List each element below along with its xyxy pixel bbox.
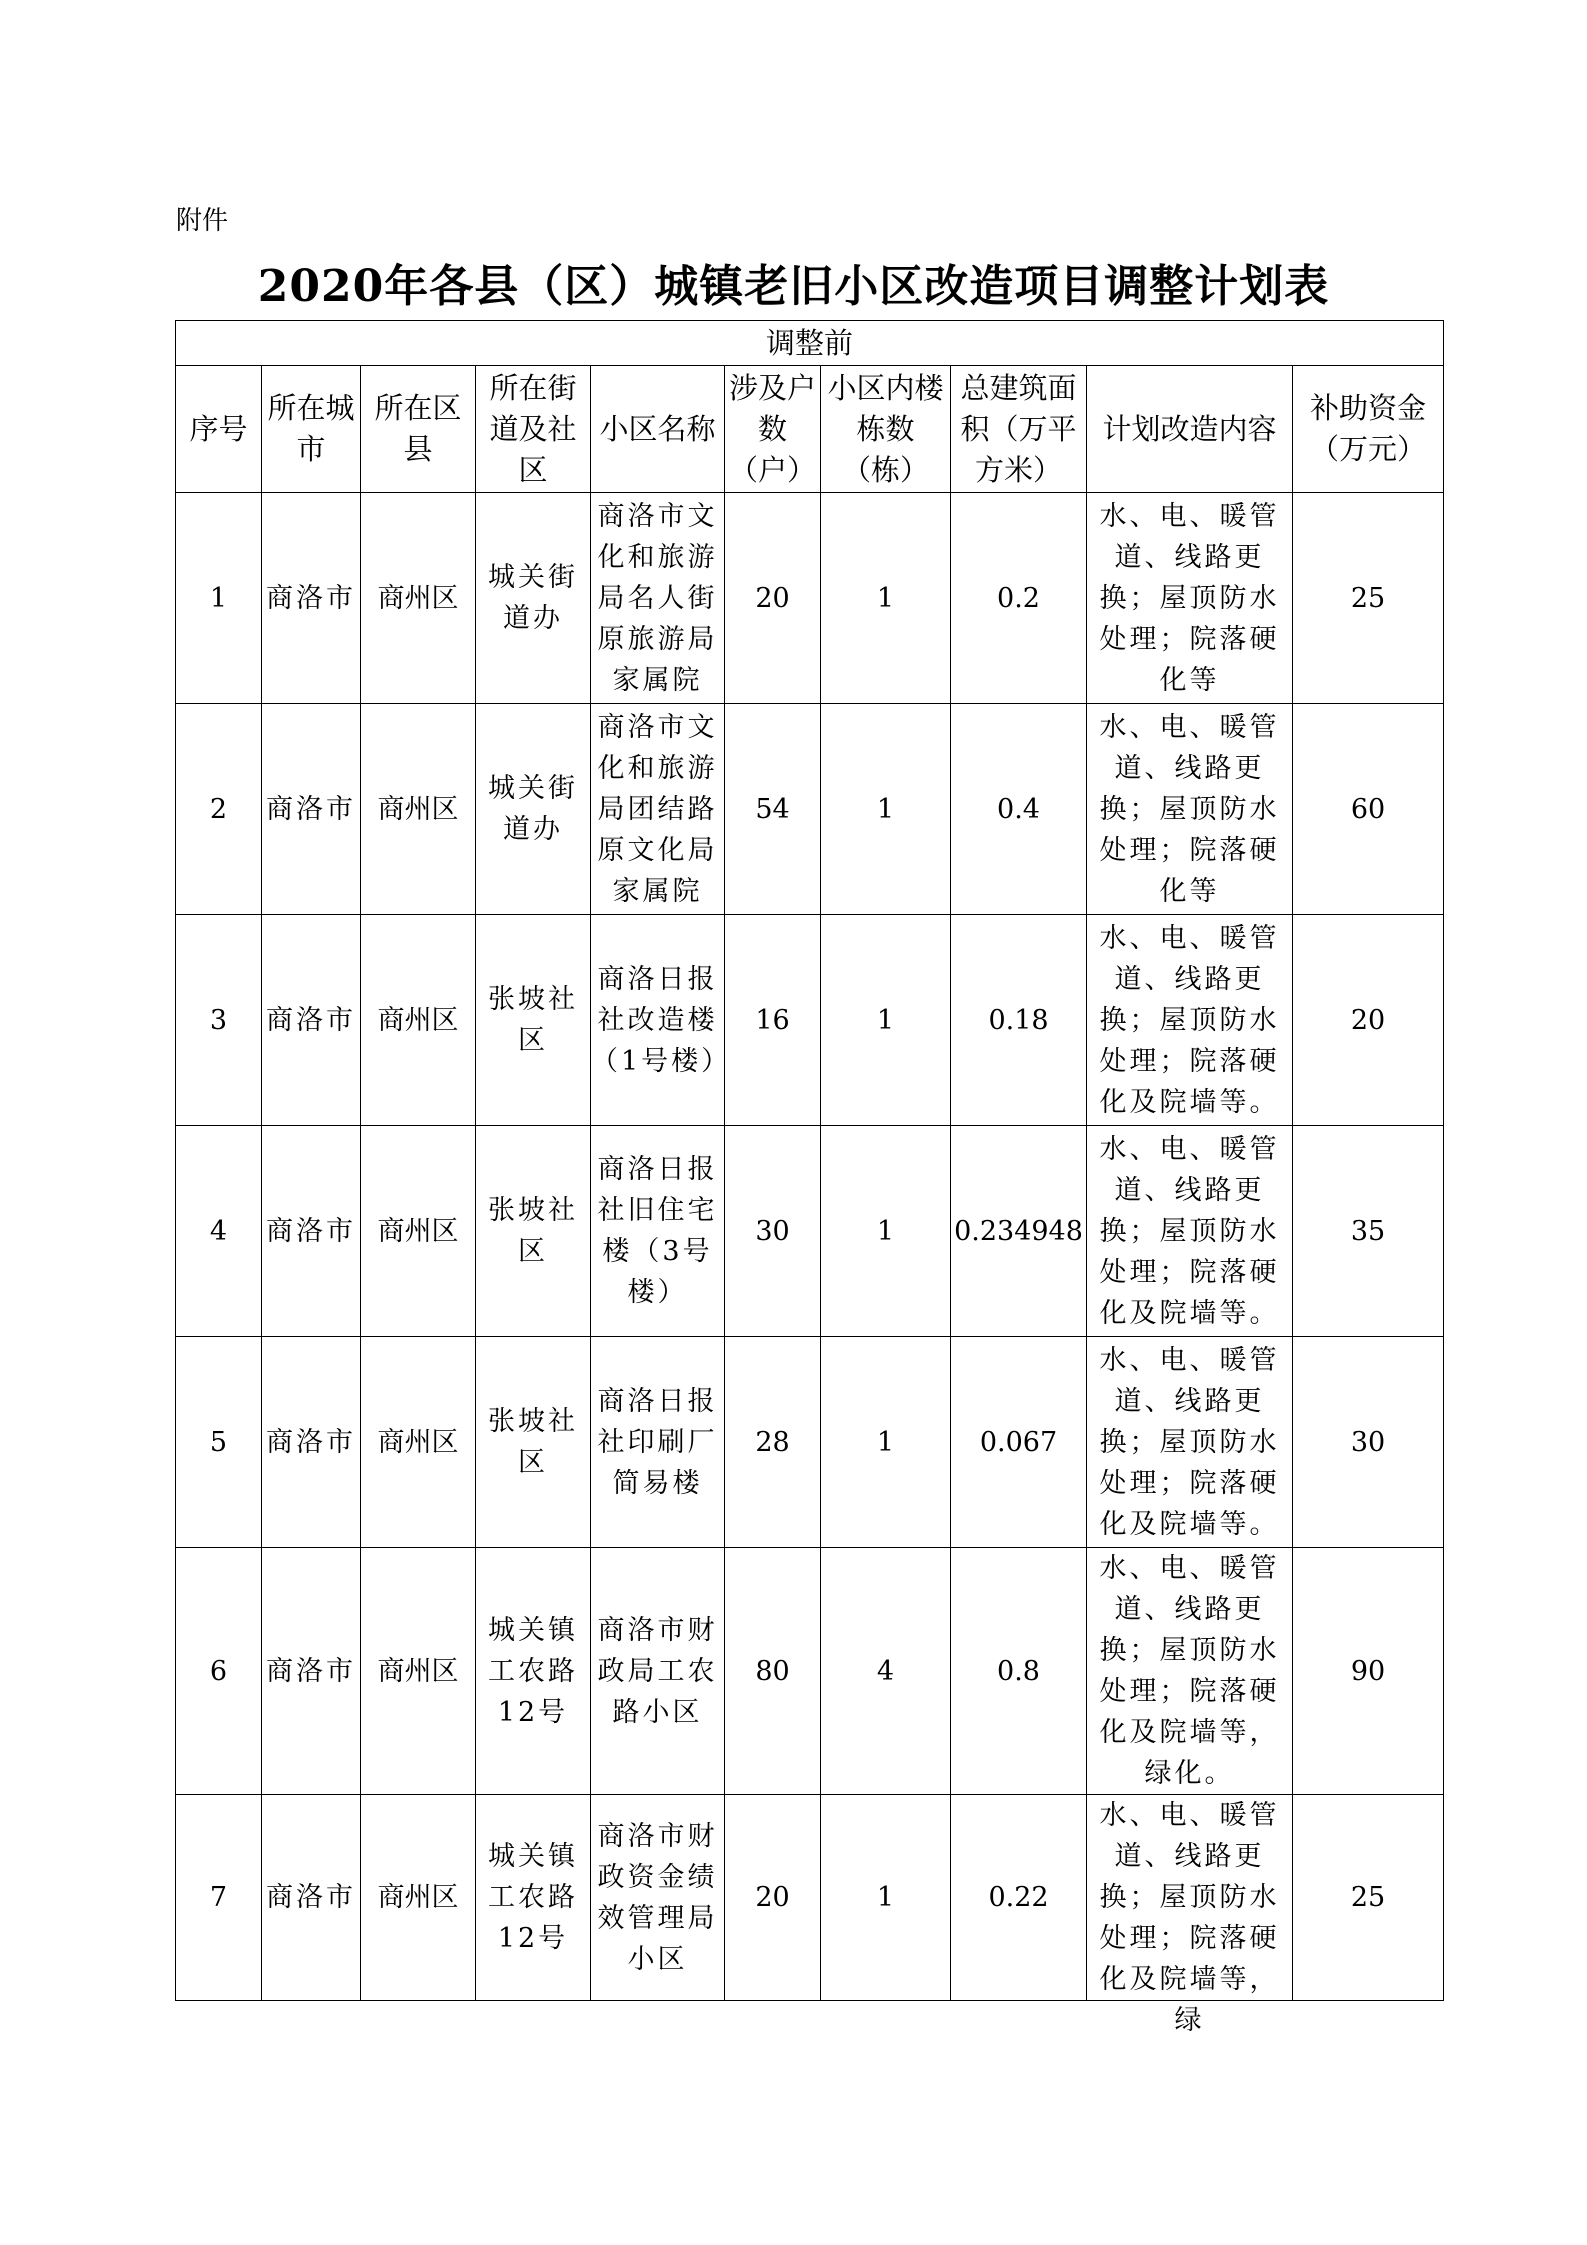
cell-community: 商洛市文化和旅游局名人街原旅游局家属院 <box>591 493 725 704</box>
cell-households: 16 <box>725 915 821 1126</box>
cell-area: 0.8 <box>951 1548 1087 1795</box>
cell-buildings: 4 <box>821 1548 951 1795</box>
cell-buildings: 1 <box>821 1126 951 1337</box>
cell-area: 0.2 <box>951 493 1087 704</box>
table-row <box>176 1548 1444 1795</box>
table-row <box>176 915 1444 1126</box>
section-header-row <box>176 321 1444 366</box>
col-header-no: 序号 <box>176 366 262 493</box>
cell-district: 商州区 <box>361 1795 476 2001</box>
cell-community: 商洛日报社旧住宅楼（3号楼） <box>591 1126 725 1337</box>
cell-street: 城关镇工农路12号 <box>476 1795 591 2001</box>
cell-city: 商洛市 <box>262 915 361 1126</box>
cell-district: 商州区 <box>361 704 476 915</box>
cell-content: 水、电、暖管道、线路更换；屋顶防水处理；院落硬化及院墙等。 <box>1087 1126 1293 1337</box>
cell-community: 商洛市财政局工农路小区 <box>591 1548 725 1795</box>
cell-street: 城关镇工农路12号 <box>476 1548 591 1795</box>
cell-buildings: 1 <box>821 493 951 704</box>
cell-street: 城关街道办 <box>476 704 591 915</box>
col-header-area: 总建筑面积（万平方米） <box>951 366 1087 493</box>
col-header-district: 所在区县 <box>361 366 476 493</box>
col-header-city: 所在城市 <box>262 366 361 493</box>
cell-district: 商州区 <box>361 1126 476 1337</box>
cell-district: 商州区 <box>361 1548 476 1795</box>
cell-district: 商州区 <box>361 493 476 704</box>
col-header-funds: 补助资金（万元） <box>1293 366 1444 493</box>
cell-no: 4 <box>176 1126 262 1337</box>
section-label: 调整前 <box>176 321 1444 366</box>
project-table <box>175 320 1444 2036</box>
table-row <box>176 704 1444 915</box>
cell-city: 商洛市 <box>262 1337 361 1548</box>
cell-community: 商洛日报社印刷厂简易楼 <box>591 1337 725 1548</box>
cell-district: 商州区 <box>361 915 476 1126</box>
cell-street: 张坡社区 <box>476 915 591 1126</box>
cell-no: 6 <box>176 1548 262 1795</box>
cell-no: 1 <box>176 493 262 704</box>
cell-area: 0.18 <box>951 915 1087 1126</box>
cell-area: 0.4 <box>951 704 1087 915</box>
cell-funds: 30 <box>1293 1337 1444 1548</box>
cell-households: 80 <box>725 1548 821 1795</box>
cell-content <box>1087 1795 1293 2036</box>
cell-district: 商州区 <box>361 1337 476 1548</box>
cell-funds: 25 <box>1293 1795 1444 2001</box>
col-header-households: 涉及户数（户） <box>725 366 821 493</box>
cell-area: 0.234948 <box>951 1126 1087 1337</box>
cell-street: 张坡社区 <box>476 1126 591 1337</box>
cell-no: 5 <box>176 1337 262 1548</box>
table-row <box>176 1126 1444 1337</box>
cell-city: 商洛市 <box>262 1126 361 1337</box>
cell-households: 54 <box>725 704 821 915</box>
cell-area: 0.22 <box>951 1795 1087 2001</box>
page-title: 2020年各县（区）城镇老旧小区改造项目调整计划表 <box>257 261 1330 312</box>
cell-content: 水、电、暖管道、线路更换；屋顶防水处理；院落硬化等 <box>1087 704 1293 915</box>
cell-content-text: 水、电、暖管道、线路更换；屋顶防水处理；院落硬化及院墙等，绿 <box>1099 1800 1280 2036</box>
cell-funds: 20 <box>1293 915 1444 1126</box>
cell-content: 水、电、暖管道、线路更换；屋顶防水处理；院落硬化及院墙等。 <box>1087 915 1293 1126</box>
cell-city: 商洛市 <box>262 493 361 704</box>
cell-city: 商洛市 <box>262 704 361 915</box>
cell-content: 水、电、暖管道、线路更换；屋顶防水处理；院落硬化及院墙等。 <box>1087 1337 1293 1548</box>
table-row <box>176 1795 1444 2001</box>
table-row <box>176 493 1444 704</box>
cell-street: 张坡社区 <box>476 1337 591 1548</box>
cell-buildings: 1 <box>821 1337 951 1548</box>
cell-no: 7 <box>176 1795 262 2001</box>
cell-community: 商洛市文化和旅游局团结路原文化局家属院 <box>591 704 725 915</box>
cell-content: 水、电、暖管道、线路更换；屋顶防水处理；院落硬化等 <box>1087 493 1293 704</box>
column-header-row <box>176 366 1444 493</box>
cell-funds: 25 <box>1293 493 1444 704</box>
cell-community: 商洛日报社改造楼（1号楼） <box>591 915 725 1126</box>
attachment-label: 附件 <box>176 206 229 236</box>
cell-households: 20 <box>725 1795 821 2001</box>
cell-funds: 90 <box>1293 1548 1444 1795</box>
cell-community: 商洛市财政资金绩效管理局小区 <box>591 1795 725 2001</box>
cell-no: 3 <box>176 915 262 1126</box>
cell-city: 商洛市 <box>262 1548 361 1795</box>
cell-buildings: 1 <box>821 1795 951 2001</box>
cell-buildings: 1 <box>821 704 951 915</box>
cell-no: 2 <box>176 704 262 915</box>
cell-funds: 60 <box>1293 704 1444 915</box>
cell-area: 0.067 <box>951 1337 1087 1548</box>
cell-buildings: 1 <box>821 915 951 1126</box>
cell-street: 城关街道办 <box>476 493 591 704</box>
cell-households: 20 <box>725 493 821 704</box>
cell-funds: 35 <box>1293 1126 1444 1337</box>
col-header-content: 计划改造内容 <box>1087 366 1293 493</box>
cell-city: 商洛市 <box>262 1795 361 2001</box>
col-header-street: 所在街道及社区 <box>476 366 591 493</box>
table-row <box>176 1337 1444 1548</box>
cell-households: 28 <box>725 1337 821 1548</box>
col-header-community: 小区名称 <box>591 366 725 493</box>
col-header-buildings: 小区内楼栋数（栋） <box>821 366 951 493</box>
cell-households: 30 <box>725 1126 821 1337</box>
cell-content: 水、电、暖管道、线路更换；屋顶防水处理；院落硬化及院墙等，绿化。 <box>1087 1548 1293 1795</box>
